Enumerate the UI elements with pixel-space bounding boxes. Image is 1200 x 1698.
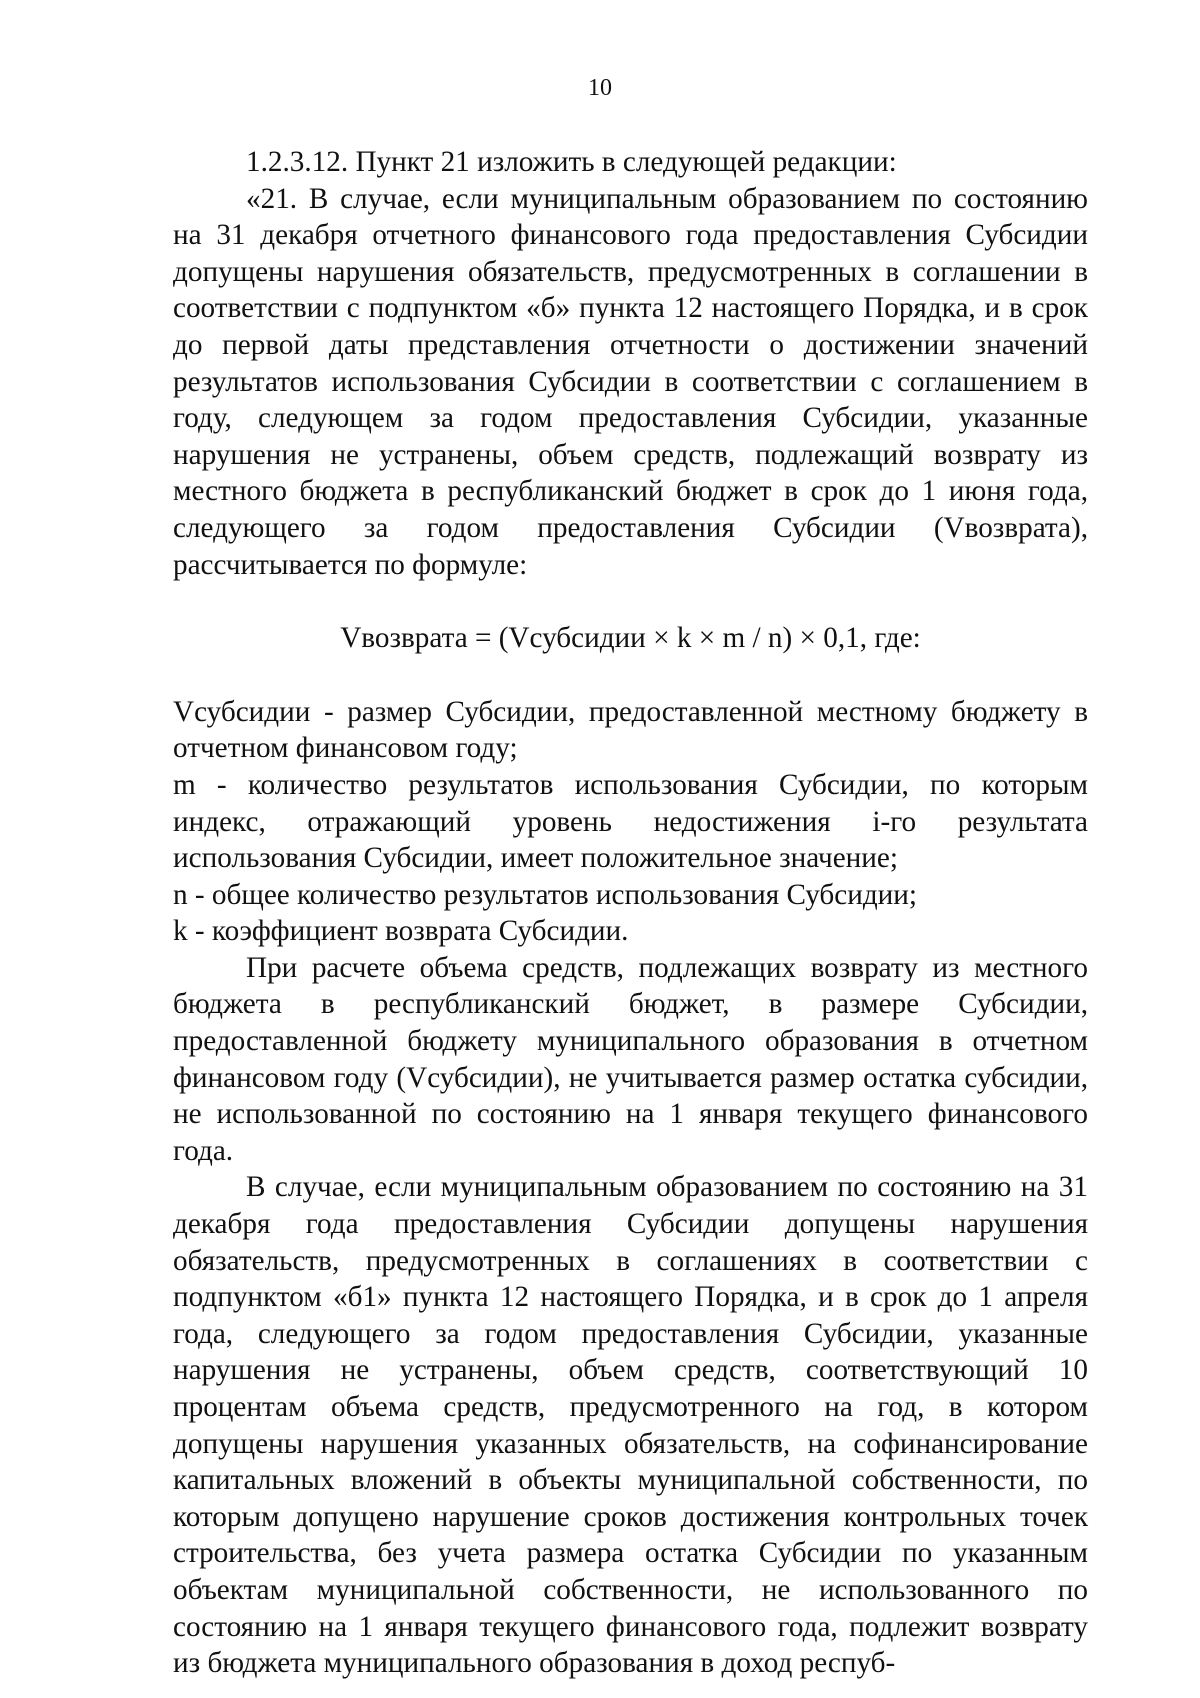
paragraph-b1-violations: В случае, если муниципальным образованием по состоянию на 31 декабря года предоставления Субсидии допущены нарушения обязательств, предусмотренных в соглашениях в соответствии с подпунктом «б1» пункта 12 настоящего Порядка, и в срок до 1 апреля года, следующего за годом предоставления Субсидии, указанные нарушения не устранены, объем средств, соответствующий 10 процентам объема средств, предусмотренного на год, в котором допущены нарушения указанных обязательств, на софинансирование капитальных вложений в объекты муниципальной собственности, по которым допущено нарушение сроков достижения контрольных точек строительства, без учета размера остатка Субсидии по указанным объектам муниципальной собственности, не использованного по состоянию на 1 января текущего финансового года, подлежит возврату из бюджета муниципального образования в доход респуб- (173, 1171, 1088, 1680)
document-body (173, 144, 1088, 1682)
definition-k: k - коэффициент возврата Субсидии. (173, 915, 629, 948)
page-number: 10 (588, 75, 612, 101)
paragraph-calculation-note: При расчете объема средств, подлежащих возврату из местного бюджета в республиканский бюджет, в размере Субсидии, предоставленной бюджету муниципального образования в отчетном финансовом году (Vсубсидии), не учитывается размер остатка субсидии, не использованной по состоянию на 1 января текущего финансового года. (173, 951, 1088, 1167)
paragraph-21: «21. В случае, если муниципальным образованием по состоянию на 31 декабря отчетного финансового года предоставления Субсидии допущены нарушения обязательств, предусмотренных в соглашении в соответствии с подпунктом «б» пункта 12 настоящего Порядка, и в срок до первой даты представления отчетности о достижении значений результатов использования Субсидии в соответствии с соглашением в году, следующем за годом предоставления Субсидии, указанные нарушения не устранены, объем средств, подлежащий возврату из местного бюджета в республиканский бюджет в срок до 1 июня года, следующего за годом предоставления Субсидии (Vвозврата), рассчитывается по формуле: (173, 182, 1088, 581)
definition-v-subsidy: Vсубсидии - размер Субсидии, предоставленной местному бюджету в отчетном финансовом году; (173, 695, 1088, 765)
definition-n: n - общее количество результатов использования Субсидии; (173, 878, 918, 911)
definition-m: m - количество результатов использования Субсидии, по которым индекс, отражающий уровень недостижения i-го результата использования Субсидии, имеет положительное значение; (173, 768, 1088, 875)
amendment-heading: 1.2.3.12. Пункт 21 изложить в следующей редакции: (246, 146, 897, 178)
return-formula: Vвозврата = (Vсубсидии × k × m / n) × 0,1, где: (340, 622, 921, 655)
